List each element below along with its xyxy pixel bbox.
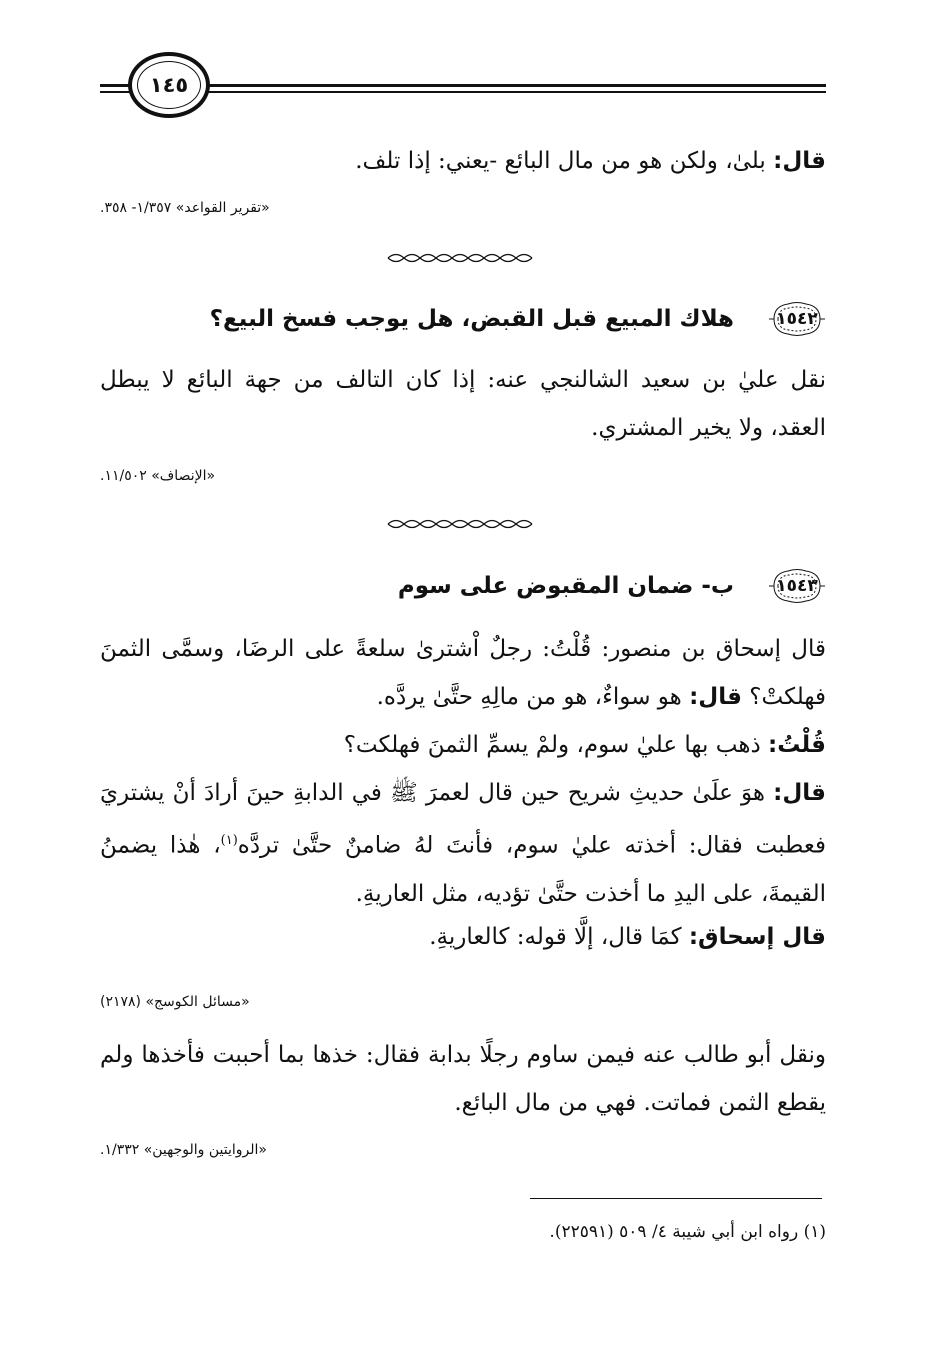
paragraph-text: بلىٰ، ولكن هو من مال البائع -يعني: إذا تلف. <box>355 148 766 174</box>
footnote-marker: (١) <box>803 1222 826 1242</box>
section-number: ١٥٤٢ <box>776 309 818 329</box>
qal-keyword: قال: <box>689 684 742 710</box>
paragraph: نقل عليٰ بن سعيد الشالنجي عنه: إذا كان التالف من جهة البائع لا يبطل العقد، ولا يخير المشتري. <box>100 367 826 441</box>
paragraph-question: قُلْتُ: ذهب بها عليٰ سوم، ولمْ يسمِّ الثمنَ فهلكت؟ <box>343 732 826 758</box>
page-number: ١٤٥ <box>149 73 189 97</box>
qal-keyword: قال: <box>773 148 826 174</box>
section-number-badge <box>768 300 826 338</box>
footnote <box>100 1218 826 1246</box>
ornament-divider <box>386 517 538 531</box>
qult-keyword: قُلْتُ: <box>768 732 826 758</box>
paragraph-ishaq-question: قال إسحاق بن منصور: قُلْتُ: رجلٌ اْشترىٰ سلعةً على الرضَا، وسمَّى الثمنَ فهلكتْ؟ قال: هو سواءٌ، هو من مالِهِ حتَّىٰ يردَّه. <box>100 636 826 710</box>
source-citation: «مسائل الكوسج» (٢١٧٨) <box>100 994 250 1010</box>
source-citation: «الروايتين والوجهين» ١/٣٣٢. <box>100 1142 267 1158</box>
paragraph-continued <box>100 137 826 185</box>
section-title: ب- ضمان المقبوض على سوم <box>397 573 734 599</box>
source-citation: «الإنصاف» ١١/٥٠٢. <box>100 468 216 484</box>
source-citation: «تقرير القواعد» ١/٣٥٧- ٣٥٨. <box>100 200 270 216</box>
footnote-separator <box>530 1198 822 1199</box>
footnote-ref[interactable]: (١) <box>220 833 238 848</box>
section-heading-1542 <box>100 300 826 340</box>
footnote-text: رواه ابن أبي شيبة ٤/ ٥٠٩ (٢٢٥٩١). <box>549 1222 799 1242</box>
section-title: هلاك المبيع قبل القبض، هل يوجب فسخ البيع؟ <box>209 306 734 332</box>
paragraph-answer: قال: هوَ علَىٰ حديثِ شريح حين قال لعمرَ ﷺ في الدابةِ حينَ أرادَ أنْ يشتريَ فعطبت فقال: أخذته عليٰ سوم، فأنتَ لهُ ضامنٌ حتَّىٰ تردَّه$^{(١)}$، هٰذا يضمنُ القيمةَ، على اليدِ ما أخذت حتَّىٰ تؤديه، مثل العاريةِ. <box>100 780 826 907</box>
qal-keyword: قال: <box>773 780 826 806</box>
section-number-badge <box>768 567 826 605</box>
section-number: ١٥٤٣ <box>776 576 818 596</box>
paragraph-abu-talib: ونقل أبو طالب عنه فيمن ساوم رجلًا بدابة فقال: خذها بما أحببت فأخذها ولم يقطع الثمن فماتت. فهي من مال البائع. <box>100 1042 826 1116</box>
page-number-badge <box>128 52 210 118</box>
ornament-divider <box>386 251 538 265</box>
section-heading-1543 <box>100 567 826 607</box>
paragraph-ishaq: قال إسحاق: كمَا قال، إلَّا قوله: كالعاريةِ. <box>429 924 826 950</box>
qal-ishaq-keyword: قال إسحاق: <box>688 924 826 950</box>
